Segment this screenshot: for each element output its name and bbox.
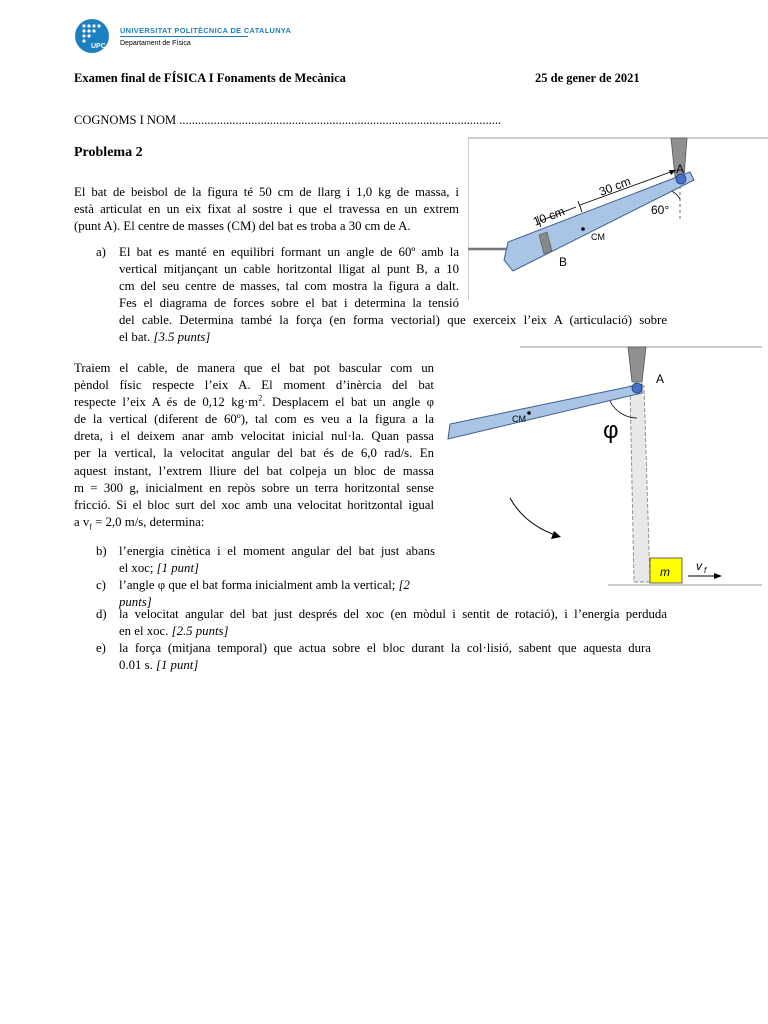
label-cm: CM bbox=[512, 414, 526, 424]
pendulum-line bbox=[74, 514, 434, 531]
figure-equilibrium bbox=[468, 132, 768, 302]
pendulum-line bbox=[74, 394, 434, 411]
pendulum-line: dreta, i el deixem anar amb velocitat inicial nul·la. Quan passa bbox=[74, 429, 434, 444]
problem-title: Problema 2 bbox=[74, 145, 143, 160]
question-e-line-last bbox=[119, 657, 651, 674]
intro-line: El bat de beisbol de la figura té 50 cm de llarg i 1,0 kg de massa, i bbox=[74, 185, 459, 199]
logo-divider bbox=[120, 36, 248, 37]
question-a-label: a) bbox=[96, 245, 106, 259]
question-b-line-last bbox=[119, 560, 435, 577]
pendulum-line: per la vertical, la velocitat angular del bat és de 6,0 rad/s. En bbox=[74, 446, 434, 461]
pendulum-line: aquest instant, l’extrem lliure del bat colpeja un bloc de massa bbox=[74, 463, 434, 478]
question-d-line: la velocitat angular del bat just després del xoc (en mòdul i sentit de rotació), i l’energia perduda bbox=[119, 607, 667, 621]
question-a-line: Fes el diagrama de forces sobre el bat i determina la tensió bbox=[119, 296, 459, 311]
question-b-tail: el xoc; bbox=[119, 561, 157, 576]
label-cm: CM bbox=[591, 232, 605, 242]
question-d-label: d) bbox=[96, 607, 107, 621]
question-a-line: cm del seu centre de masses, tal com mostra la figura a dalt. bbox=[119, 279, 459, 294]
label-vf: v bbox=[696, 559, 702, 573]
inertia-text-after: . Desplacem el bat un angle φ bbox=[262, 395, 434, 410]
pendulum-paragraph bbox=[74, 360, 434, 531]
question-a-line: vertical mitjançant un cable horitzontal lligat al punt B, a 10 bbox=[119, 262, 459, 277]
velocity-vf-arrowhead bbox=[714, 573, 722, 579]
intro-paragraph bbox=[74, 184, 459, 235]
exam-date: 25 de gener de 2021 bbox=[535, 71, 640, 85]
figure-pendulum bbox=[440, 340, 768, 594]
question-c-text bbox=[119, 577, 410, 594]
question-c-points: [2 bbox=[398, 578, 410, 592]
question-e-points: [1 punt] bbox=[155, 658, 199, 673]
question-b-label: b) bbox=[96, 544, 107, 558]
label-60-degrees: 60° bbox=[651, 203, 670, 217]
inertia-text: respecte l’eix A és de 0,12 kg·m bbox=[74, 395, 259, 410]
label-b: B bbox=[559, 255, 568, 269]
question-d-line-last bbox=[119, 623, 667, 640]
label-a: A bbox=[656, 372, 665, 386]
label-a: A bbox=[676, 162, 685, 176]
question-e-label: e) bbox=[96, 641, 106, 655]
question-e-tail: 0.01 s. bbox=[119, 658, 156, 673]
pendulum-line: de la vertical (diferent de 60º), tal com es veu a la figura a la bbox=[74, 412, 434, 427]
question-a-line: del cable. Determina també la força (en forma vectorial) que exerceix l’eix A (articulació) sobre bbox=[119, 313, 667, 327]
university-name: UNIVERSITAT POLITÈCNICA DE CATALUNYA bbox=[120, 26, 292, 35]
upc-logo-text: UPC bbox=[91, 43, 106, 50]
intro-line: està articulat en un eix fixat al sostre i que el travessa en un extrem bbox=[74, 202, 459, 217]
question-a-line: El bat es manté en equilibri formant un angle de 60º amb la bbox=[119, 245, 459, 259]
pendulum-line: pèndol físic respecte l’eix A. El moment d’inèrcia del bat bbox=[74, 378, 434, 393]
question-a-points: [3.5 punts] bbox=[153, 330, 211, 345]
question-d-text bbox=[119, 606, 667, 640]
question-c-label: c) bbox=[96, 578, 106, 592]
question-c-line: l’angle φ que el bat forma inicialment amb la vertical; bbox=[119, 578, 399, 592]
label-phi: φ bbox=[603, 417, 619, 444]
center-of-mass-dot bbox=[527, 411, 531, 415]
pivot-point-a bbox=[632, 383, 642, 393]
question-a-tail: el bat. bbox=[119, 330, 151, 345]
exam-title: Examen final de FÍSICA I Fonaments de Mecànica bbox=[74, 71, 346, 85]
question-b-points: [1 punt] bbox=[156, 561, 199, 576]
question-d-points: [2.5 punts] bbox=[171, 624, 229, 639]
question-e-text bbox=[119, 640, 651, 674]
question-d-tail: en el xoc. bbox=[119, 624, 172, 639]
label-vf-subscript: f bbox=[704, 566, 707, 575]
name-field-line: COGNOMS I NOM ....................................................................................................... bbox=[74, 113, 502, 127]
intro-line: (punt A). El centre de masses (CM) del bat es troba a 30 cm de A. bbox=[74, 219, 411, 234]
dimension-tick-cm bbox=[578, 201, 582, 212]
question-b-text bbox=[119, 543, 435, 577]
upc-logo bbox=[74, 18, 114, 54]
bat-vertical-position bbox=[630, 386, 650, 582]
question-b-line: l’energia cinètica i el moment angular del bat just abans bbox=[119, 544, 435, 558]
label-m: m bbox=[660, 565, 670, 579]
inertia-exponent: 2 bbox=[258, 393, 263, 403]
pendulum-line: m = 300 g, inicialment en repòs sobre un terra horitzontal sense bbox=[74, 480, 434, 495]
department-name: Departament de Física bbox=[120, 40, 191, 47]
question-a-text bbox=[119, 244, 459, 312]
vf-text-after: = 2,0 m/s, determina: bbox=[95, 514, 205, 529]
pendulum-line: Traiem el cable, de manera que el bat pot bascular com un bbox=[74, 361, 434, 375]
label-10cm: 10 cm bbox=[531, 204, 567, 229]
vf-subscript: f bbox=[89, 522, 92, 532]
question-e-line: la força (mitjana temporal) que actua sobre el bloc durant la col·lisió, sabent que aquesta dura bbox=[119, 641, 651, 655]
question-c-points-continued: punts] bbox=[119, 595, 152, 609]
pendulum-line: fricció. Si el bloc surt del xoc amb una velocitat horitzontal igual bbox=[74, 497, 434, 512]
swing-direction-arrowhead bbox=[551, 531, 561, 539]
center-of-mass-dot bbox=[581, 227, 585, 231]
swing-direction-arc bbox=[510, 498, 558, 536]
vf-text: a v bbox=[74, 514, 90, 529]
label-30cm: 30 cm bbox=[597, 174, 633, 199]
ceiling-support bbox=[628, 347, 646, 382]
